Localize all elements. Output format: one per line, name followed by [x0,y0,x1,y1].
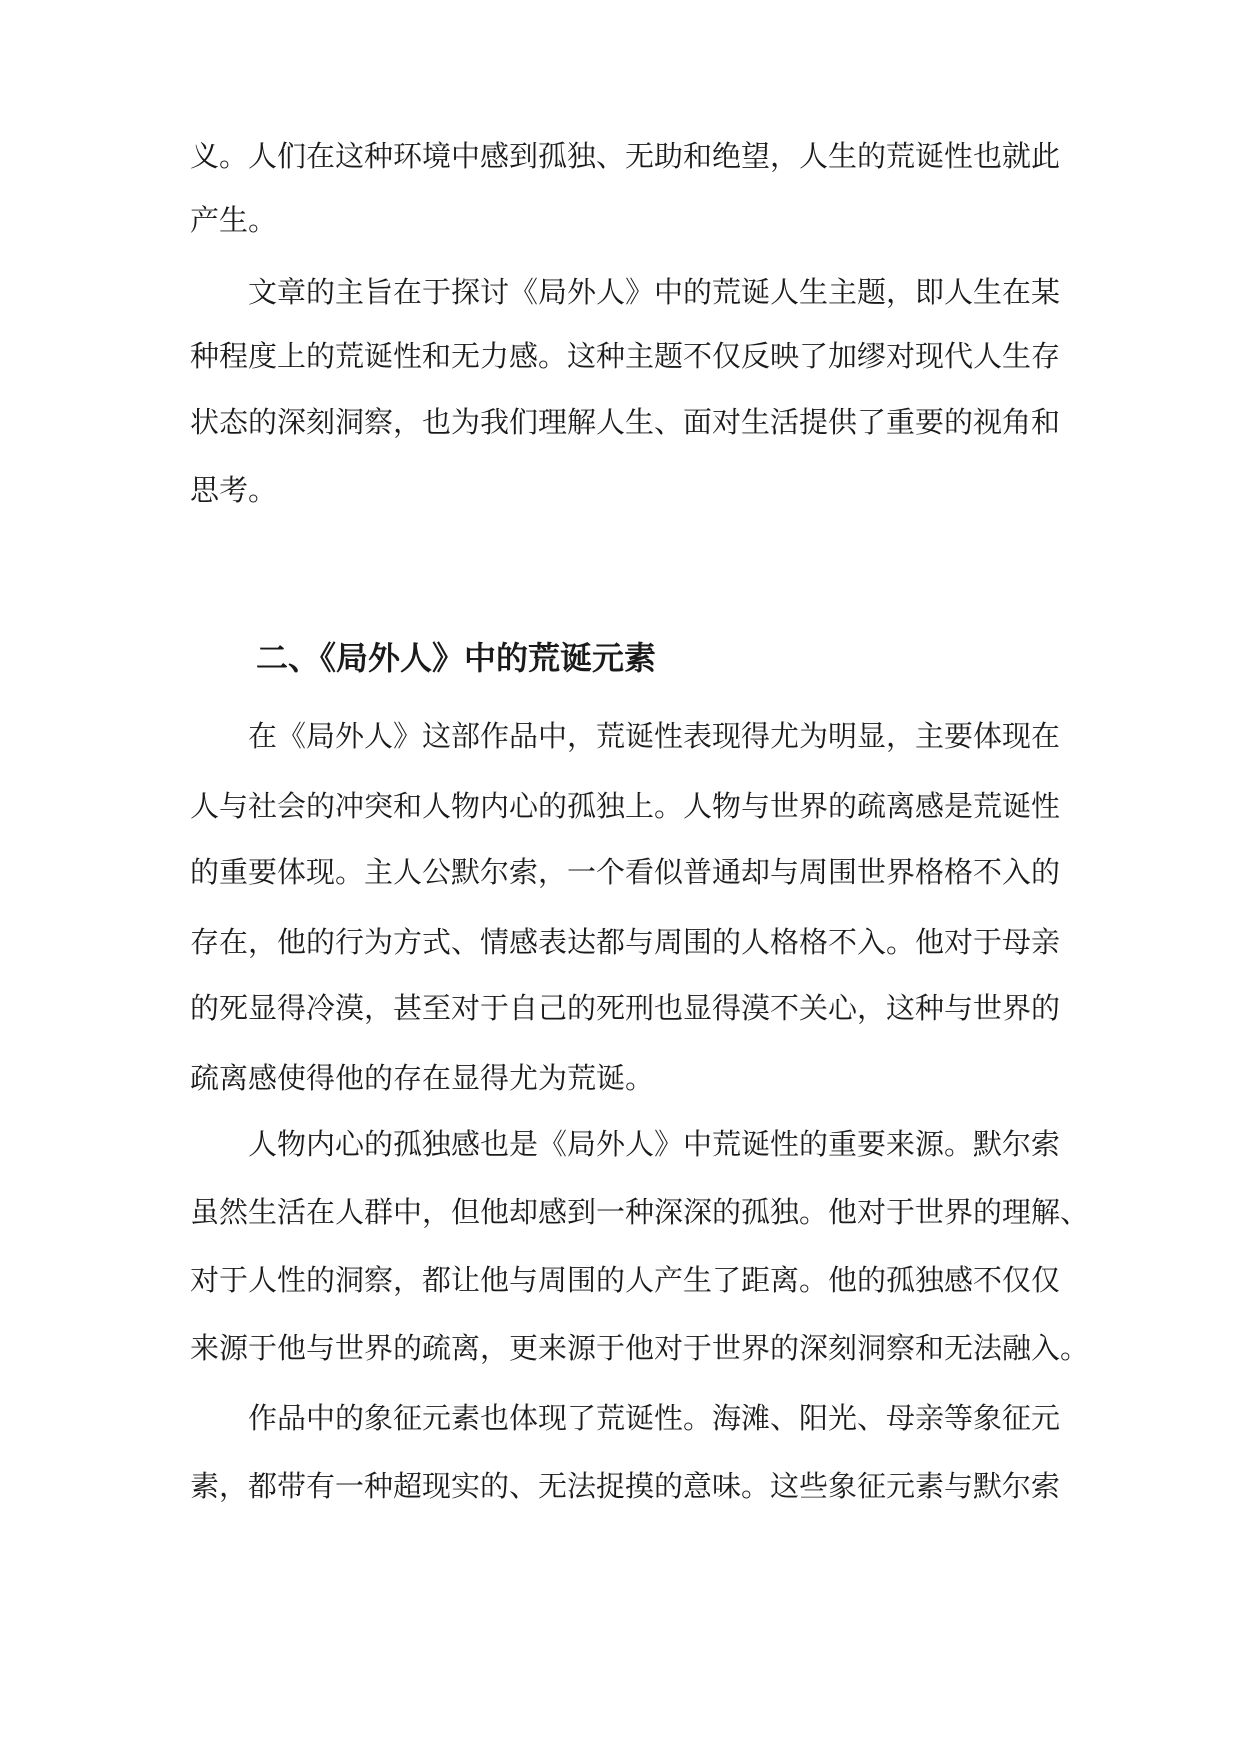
text-line: 在《局外人》这部作品中，荒诞性表现得尤为明显，主要体现在 [248,719,1061,753]
text-line: 素，都带有一种超现实的、无法捉摸的意味。这些象征元素与默尔索 [190,1469,1061,1503]
text-line: 思考。 [190,473,278,507]
text-line: 作品中的象征元素也体现了荒诞性。海滩、阳光、母亲等象征元 [248,1401,1061,1435]
text-line: 状态的深刻洞察，也为我们理解人生、面对生活提供了重要的视角和 [190,405,1061,439]
text-line: 种程度上的荒诞性和无力感。这种主题不仅反映了加缪对现代人生存 [190,339,1061,373]
text-line: 存在，他的行为方式、情感表达都与周围的人格格不入。他对于母亲 [190,925,1061,959]
text-line: 义。人们在这种环境中感到孤独、无助和绝望，人生的荒诞性也就此 [190,139,1061,173]
text-line: 疏离感使得他的存在显得尤为荒诞。 [190,1061,655,1095]
text-line: 的重要体现。主人公默尔索，一个看似普通却与周围世界格格不入的 [190,855,1061,889]
text-line: 文章的主旨在于探讨《局外人》中的荒诞人生主题，即人生在某 [248,275,1061,309]
text-line: 虽然生活在人群中，但他却感到一种深深的孤独。他对于世界的理解、 [190,1195,1090,1229]
text-line: 对于人性的洞察，都让他与周围的人产生了距离。他的孤独感不仅仅 [190,1263,1061,1297]
text-line: 来源于他与世界的疏离，更来源于他对于世界的深刻洞察和无法融入。 [190,1331,1090,1365]
section-heading: 二、《局外人》中的荒诞元素 [256,639,657,677]
text-line: 人物内心的孤独感也是《局外人》中荒诞性的重要来源。默尔索 [248,1127,1061,1161]
text-line: 产生。 [190,203,278,237]
text-line: 人与社会的冲突和人物内心的孤独上。人物与世界的疏离感是荒诞性 [190,789,1061,823]
text-line: 的死显得冷漠，甚至对于自己的死刑也显得漠不关心，这种与世界的 [190,991,1061,1025]
